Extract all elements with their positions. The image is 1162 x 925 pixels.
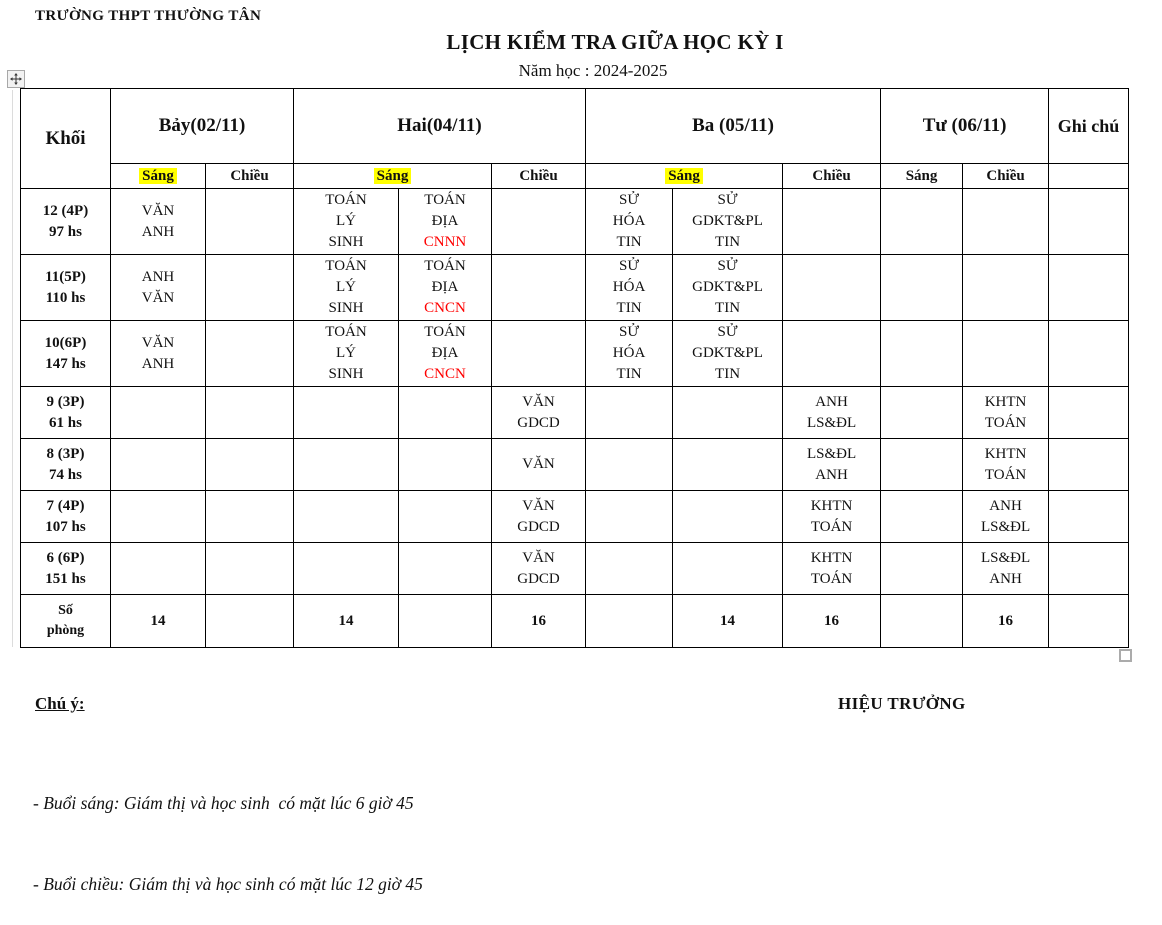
footnote-line: - Buổi chiều: Giám thị và học sinh có mặt lúc 12 giờ 45 xyxy=(33,874,423,894)
signature-title: HIỆU TRƯỞNG xyxy=(838,694,966,713)
notes-column-header: Ghi chú xyxy=(1049,89,1129,164)
session-header xyxy=(206,164,294,189)
schedule-cell: TOÁN LÝ SINH xyxy=(294,189,399,255)
schedule-cell xyxy=(206,255,294,321)
schedule-cell: SỬ HÓA TIN xyxy=(586,321,673,387)
schedule-cell xyxy=(963,189,1049,255)
schedule-cell xyxy=(673,543,783,595)
schedule-cell xyxy=(783,189,881,255)
schedule-cell: 16 xyxy=(492,595,586,648)
move-arrows-icon xyxy=(10,73,22,85)
session-header xyxy=(492,164,586,189)
row-label: 9 (3P) 61 hs xyxy=(21,387,111,439)
schedule-cell xyxy=(206,189,294,255)
schedule-cell xyxy=(206,543,294,595)
schedule-cell xyxy=(881,189,963,255)
schedule-cell xyxy=(586,439,673,491)
schedule-cell: VĂN xyxy=(492,439,586,491)
schedule-cell xyxy=(399,387,492,439)
schedule-cell: 14 xyxy=(111,595,206,648)
schedule-cell: VĂN ANH xyxy=(111,189,206,255)
schedule-cell xyxy=(963,255,1049,321)
table-row xyxy=(21,387,1129,439)
morning-label: Sáng xyxy=(374,168,412,184)
row-label: Số phòng xyxy=(21,595,111,648)
schedule-cell xyxy=(586,491,673,543)
corner-header: Khối xyxy=(21,89,111,189)
schedule-cell: KHTN TOÁN xyxy=(963,387,1049,439)
schedule-cell xyxy=(492,255,586,321)
schedule-cell: VĂN GDCD xyxy=(492,387,586,439)
academic-year: Năm học : 2024-2025 xyxy=(518,61,668,80)
schedule-cell xyxy=(881,543,963,595)
school-name: TRƯỜNG THPT THƯỜNG TÂN xyxy=(35,8,262,24)
schedule-cell: KHTN TOÁN xyxy=(963,439,1049,491)
schedule-cell xyxy=(783,255,881,321)
schedule-cell: LS&ĐL ANH xyxy=(783,439,881,491)
row-label: 11(5P) 110 hs xyxy=(21,255,111,321)
table-move-handle-icon[interactable] xyxy=(7,70,25,88)
row-label: 12 (4P) 97 hs xyxy=(21,189,111,255)
schedule-cell xyxy=(1049,491,1129,543)
session-header xyxy=(783,164,881,189)
schedule-cell xyxy=(206,595,294,648)
schedule-cell xyxy=(206,439,294,491)
note-heading: Chú ý: xyxy=(35,694,85,713)
day-header-sat: Bảy(02/11) xyxy=(111,89,294,164)
schedule-cell xyxy=(586,387,673,439)
day-header-mon: Hai(04/11) xyxy=(294,89,586,164)
schedule-cell xyxy=(399,543,492,595)
schedule-cell: SỬ HÓA TIN xyxy=(586,189,673,255)
schedule-cell xyxy=(586,543,673,595)
table-row xyxy=(21,255,1129,321)
afternoon-label: Chiều xyxy=(986,168,1025,184)
schedule-cell xyxy=(586,595,673,648)
schedule-cell xyxy=(1049,189,1129,255)
schedule-cell: TOÁN ĐỊA CNCN xyxy=(399,255,492,321)
schedule-cell: TOÁN LÝ SINH xyxy=(294,321,399,387)
row-label: 6 (6P) 151 hs xyxy=(21,543,111,595)
table-resize-handle[interactable] xyxy=(1119,649,1132,662)
day-header-tue: Ba (05/11) xyxy=(586,89,881,164)
schedule-cell xyxy=(294,491,399,543)
morning-label: Sáng xyxy=(139,168,177,184)
schedule-cell xyxy=(294,387,399,439)
session-header-empty xyxy=(1049,164,1129,189)
session-header xyxy=(586,164,783,189)
table-row xyxy=(21,491,1129,543)
schedule-cell xyxy=(111,387,206,439)
schedule-cell xyxy=(881,387,963,439)
schedule-cell: SỬ GDKT&PL TIN xyxy=(673,255,783,321)
schedule-cell xyxy=(673,439,783,491)
morning-label: Sáng xyxy=(665,168,703,184)
schedule-cell xyxy=(206,491,294,543)
schedule-cell: LS&ĐL ANH xyxy=(963,543,1049,595)
schedule-cell xyxy=(492,189,586,255)
morning-label: Sáng xyxy=(905,168,938,184)
schedule-cell: TOÁN LÝ SINH xyxy=(294,255,399,321)
schedule-cell: SỬ HÓA TIN xyxy=(586,255,673,321)
schedule-cell: 14 xyxy=(294,595,399,648)
afternoon-label: Chiều xyxy=(519,168,558,184)
schedule-cell: KHTN TOÁN xyxy=(783,543,881,595)
schedule-cell: 14 xyxy=(673,595,783,648)
schedule-cell xyxy=(399,491,492,543)
schedule-cell xyxy=(1049,595,1129,648)
row-label: 10(6P) 147 hs xyxy=(21,321,111,387)
schedule-cell xyxy=(294,543,399,595)
schedule-cell: 16 xyxy=(963,595,1049,648)
schedule-cell xyxy=(399,595,492,648)
schedule-cell xyxy=(881,439,963,491)
table-row xyxy=(21,321,1129,387)
schedule-cell xyxy=(206,321,294,387)
schedule-cell: KHTN TOÁN xyxy=(783,491,881,543)
schedule-cell xyxy=(673,491,783,543)
session-header xyxy=(111,164,206,189)
table-header xyxy=(21,89,1129,189)
schedule-cell xyxy=(1049,439,1129,491)
session-header xyxy=(881,164,963,189)
schedule-cell xyxy=(206,387,294,439)
footnotes xyxy=(33,736,423,925)
schedule-cell xyxy=(881,595,963,648)
schedule-cell xyxy=(1049,543,1129,595)
schedule-cell: VĂN GDCD xyxy=(492,543,586,595)
schedule-cell: TOÁN ĐỊA CNCN xyxy=(399,321,492,387)
schedule-cell: ANH LS&ĐL xyxy=(783,387,881,439)
schedule-cell: ANH VĂN xyxy=(111,255,206,321)
footnote-line: - Buổi sáng: Giám thị và học sinh có mặt lúc 6 giờ 45 xyxy=(33,793,414,813)
day-header-wed: Tư (06/11) xyxy=(881,89,1049,164)
table-row xyxy=(21,439,1129,491)
schedule-cell: SỬ GDKT&PL TIN xyxy=(673,189,783,255)
row-label: 8 (3P) 74 hs xyxy=(21,439,111,491)
session-header xyxy=(294,164,492,189)
table-row xyxy=(21,595,1129,648)
schedule-cell: ANH LS&ĐL xyxy=(963,491,1049,543)
table-row xyxy=(21,189,1129,255)
schedule-cell: 16 xyxy=(783,595,881,648)
schedule-cell xyxy=(783,321,881,387)
schedule-cell xyxy=(399,439,492,491)
schedule-cell xyxy=(963,321,1049,387)
schedule-cell xyxy=(1049,387,1129,439)
schedule-cell xyxy=(881,255,963,321)
schedule-cell: TOÁN ĐỊA CNNN xyxy=(399,189,492,255)
table-row xyxy=(21,543,1129,595)
schedule-cell xyxy=(111,439,206,491)
page-margin-line xyxy=(12,90,13,647)
afternoon-label: Chiều xyxy=(812,168,851,184)
exam-schedule-table xyxy=(20,88,1129,648)
schedule-cell xyxy=(881,491,963,543)
session-header xyxy=(963,164,1049,189)
schedule-cell xyxy=(111,543,206,595)
page-title: LỊCH KIỂM TRA GIỮA HỌC KỲ I xyxy=(446,30,784,54)
schedule-cell: SỬ GDKT&PL TIN xyxy=(673,321,783,387)
schedule-cell xyxy=(881,321,963,387)
schedule-cell xyxy=(492,321,586,387)
row-label: 7 (4P) 107 hs xyxy=(21,491,111,543)
schedule-cell xyxy=(673,387,783,439)
schedule-cell: VĂN GDCD xyxy=(492,491,586,543)
afternoon-label: Chiều xyxy=(230,168,269,184)
schedule-cell xyxy=(294,439,399,491)
schedule-body xyxy=(21,189,1129,648)
schedule-cell xyxy=(1049,255,1129,321)
schedule-cell xyxy=(1049,321,1129,387)
schedule-cell: VĂN ANH xyxy=(111,321,206,387)
schedule-cell xyxy=(111,491,206,543)
